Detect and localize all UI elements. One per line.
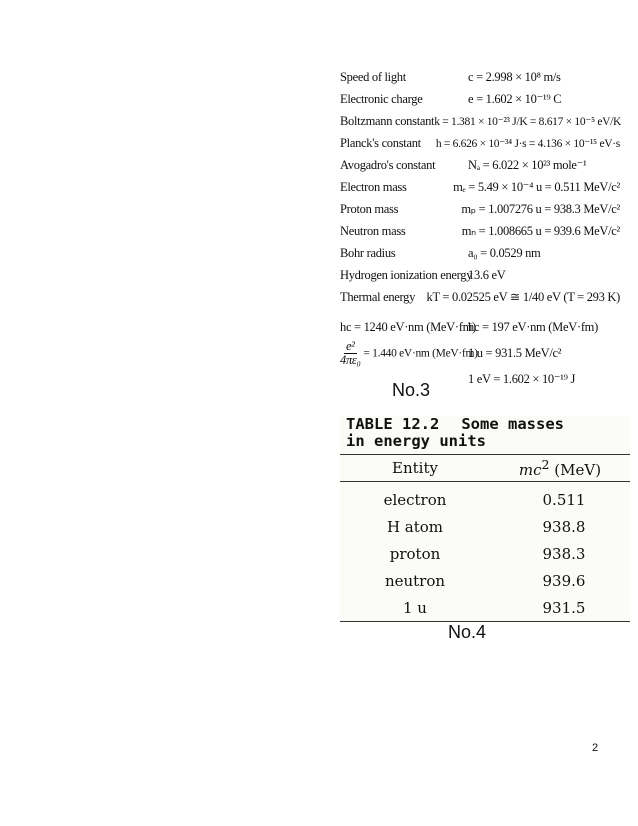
header-entity: Entity <box>392 459 438 477</box>
fraction <box>340 340 361 367</box>
constant-name: Avogadro's constant <box>340 157 436 172</box>
constant-row <box>340 264 620 286</box>
constant-value: mₑ = 5.49 × 10⁻⁴ u = 0.511 MeV/c² <box>453 180 620 194</box>
constant-name: Speed of light <box>340 69 406 84</box>
relation-left <box>340 338 478 367</box>
constant-name: Planck's constant <box>340 135 421 150</box>
constant-name: Proton mass <box>340 201 399 216</box>
fraction-numerator: e² <box>345 338 355 353</box>
constant-value: c = 2.998 × 10⁸ m/s <box>468 69 561 84</box>
page-number: 2 <box>592 742 599 754</box>
constant-value: mₙ = 1.008665 u = 939.6 MeV/c² <box>461 224 620 238</box>
mass-cell: 931.5 <box>542 598 586 617</box>
entity-cell: proton <box>389 544 441 563</box>
table-body <box>340 482 630 621</box>
constant-row <box>340 176 620 198</box>
table-title-number: 12.2 <box>402 415 440 433</box>
relation-right: 1 u = 931.5 MeV/c² <box>468 345 562 360</box>
entity-cell: H atom <box>386 517 444 536</box>
header-mass: $mc^2$ (MeV) <box>518 457 602 479</box>
constant-name: Bohr radius <box>340 245 396 260</box>
mass-cell: 938.3 <box>542 544 586 563</box>
constant-name: Electron mass <box>340 179 407 194</box>
constant-name: Neutron mass <box>340 223 406 238</box>
table-header <box>340 454 630 482</box>
physical-constants-table <box>340 66 620 308</box>
fraction-denominator: 4πε₀ <box>340 352 361 367</box>
caption-no4: No.4 <box>448 622 487 642</box>
table-row <box>340 540 630 567</box>
constant-row <box>340 88 620 110</box>
relation-left-rest: = 1.440 eV·nm (MeV·fm) <box>363 346 478 359</box>
table-row <box>340 567 630 594</box>
header-mass-unit: (MeV) <box>554 461 602 479</box>
table-row <box>340 486 630 513</box>
constant-row <box>340 198 620 220</box>
table-row <box>340 594 630 621</box>
table-12-2 <box>340 416 630 622</box>
relation-left: hc = 1240 eV·nm (MeV·fm) <box>340 319 476 334</box>
constant-name: Thermal energy <box>340 289 416 304</box>
mass-cell: 0.511 <box>542 490 586 509</box>
constant-value: mₚ = 1.007276 u = 938.3 MeV/c² <box>461 202 620 216</box>
table-title-word: TABLE <box>346 415 393 433</box>
relation-right: ħc = 197 eV·nm (MeV·fm) <box>468 319 598 334</box>
constant-row <box>340 132 620 154</box>
mass-cell: 939.6 <box>542 571 586 590</box>
constant-name: Hydrogen ionization energy <box>340 267 473 282</box>
mass-cell: 938.8 <box>542 517 586 536</box>
conversion-relations <box>340 316 630 390</box>
constant-value: h = 6.626 × 10⁻³⁴ J·s = 4.136 × 10⁻¹⁵ eV·s <box>435 138 620 150</box>
table-title-rest: Some masses <box>461 415 564 433</box>
constant-value: 13.6 eV <box>468 267 506 282</box>
relation-right: 1 eV = 1.602 × 10⁻¹⁹ J <box>468 372 576 386</box>
entity-cell: electron <box>383 490 447 509</box>
constant-name: Electronic charge <box>340 91 423 106</box>
relation-row <box>340 368 630 390</box>
entity-cell: 1 u <box>403 598 427 617</box>
constant-value: e = 1.602 × 10⁻¹⁹ C <box>468 92 562 106</box>
constant-row <box>340 242 620 264</box>
constant-row <box>340 154 620 176</box>
constant-value: Nₐ = 6.022 × 10²³ mole⁻¹ <box>468 158 587 172</box>
constant-value: kT = 0.02525 eV ≅ 1/40 eV (T = 293 K) <box>426 290 620 304</box>
table-row <box>340 513 630 540</box>
constant-row <box>340 66 620 88</box>
constant-row <box>340 286 620 308</box>
relation-row <box>340 338 630 368</box>
constant-row <box>340 220 620 242</box>
relation-row <box>340 316 630 338</box>
entity-cell: neutron <box>384 571 446 590</box>
constant-row <box>340 110 620 132</box>
constant-value: a₀ = 0.0529 nm <box>468 245 541 260</box>
constant-name: Boltzmann constant <box>340 113 435 128</box>
table-title <box>340 416 630 450</box>
caption-no3: No.3 <box>392 380 431 400</box>
constant-value: k = 1.381 × 10⁻²³ J/K = 8.617 × 10⁻⁵ eV/K <box>434 116 622 128</box>
table-title-line2: in energy units <box>346 432 486 450</box>
